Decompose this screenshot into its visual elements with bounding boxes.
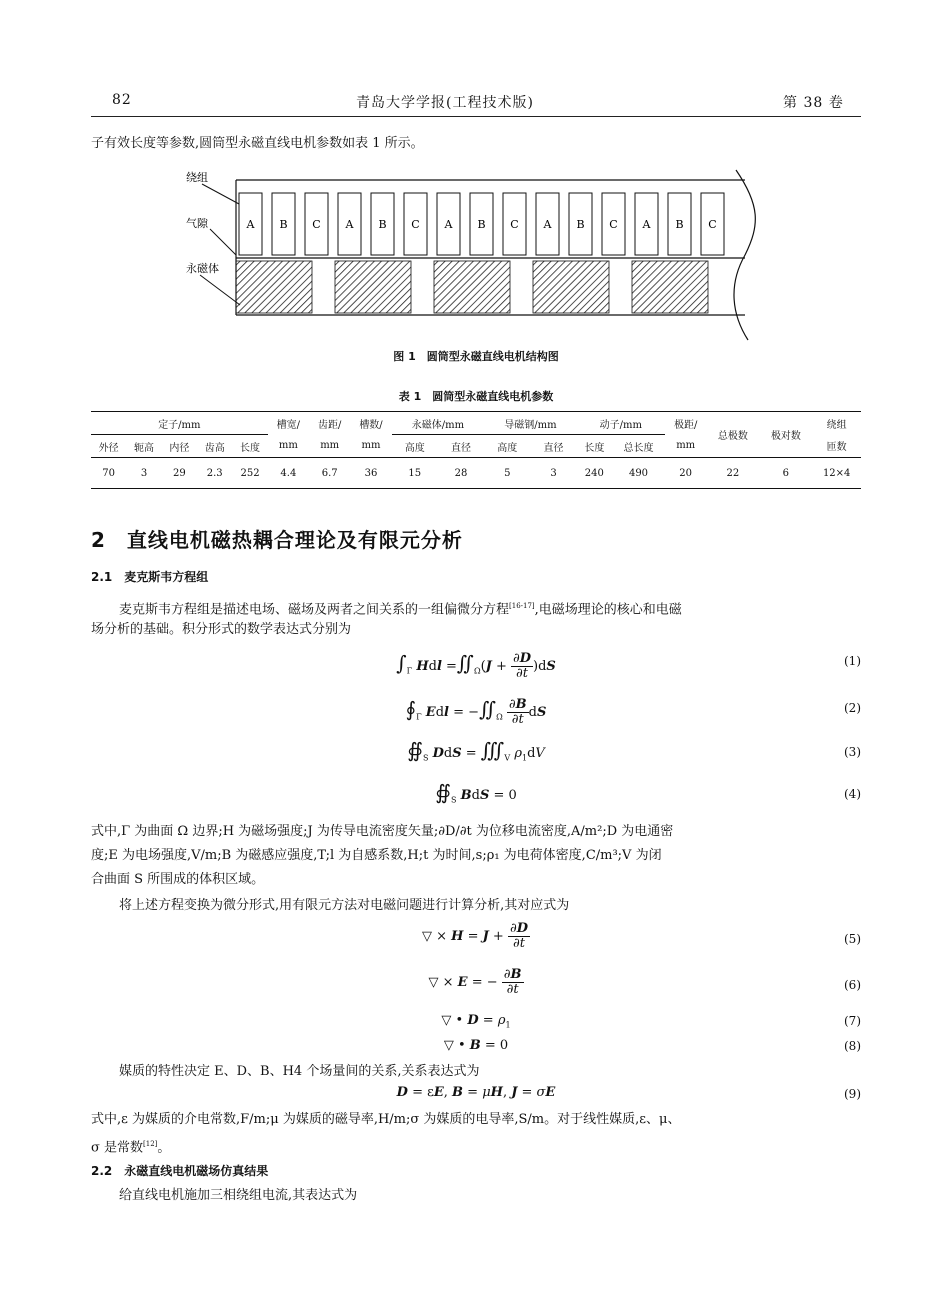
- th-total-poles: 总极数: [706, 412, 759, 458]
- slot-label: B: [576, 218, 585, 231]
- where-line-1: 式中,Γ 为曲面 Ω 边界;H 为磁场强度;J 为传导电流密度矢量;∂D/∂t 为位移电流密度,A/m²;D 为电通密: [91, 824, 674, 839]
- val-10: 5: [484, 458, 530, 489]
- slot-label: A: [642, 218, 651, 231]
- equation-3: $∯_S$ DdS = $∭_V$ $\rho_1dV$: [407, 738, 545, 763]
- equation-2: $∮_\Gamma$ Edl = $-∬_\Omega$ $\frac{\partial B}{\partial t}$ dS: [405, 697, 547, 727]
- winding-label: 绕组: [186, 171, 208, 184]
- where-line-2: 度;E 为电场强度,V/m;B 为磁感应强度,T;l 为自感系数,H;t 为时间,s;ρ₁ 为电荷体密度,C/m³;V 为闭: [91, 848, 662, 863]
- table-caption: 表 1 圆筒型永磁直线电机参数: [398, 390, 554, 403]
- th-guide-steel: 导磁钢/mm: [484, 412, 577, 435]
- sub-12: 长度: [584, 442, 605, 454]
- where-line-5: [91, 1132, 863, 1160]
- where5-end: 。: [157, 1140, 171, 1156]
- sub-6: mm: [320, 440, 340, 452]
- val-0: 70: [91, 458, 126, 489]
- sub-3: 齿高: [204, 442, 225, 454]
- val-2: 29: [162, 458, 197, 489]
- magnet-3: [434, 261, 510, 313]
- section-2-title: 2 直线电机磁热耦合理论及有限元分析: [91, 528, 463, 552]
- val-1: 3: [126, 458, 161, 489]
- th-winding-2: 匝数: [826, 442, 847, 454]
- magnet-1: [236, 261, 312, 313]
- th-slot-count: 槽数/: [350, 412, 391, 435]
- air-gap-leader: [210, 229, 236, 255]
- equation-7: ▽ • $D = \rho_1$: [441, 1013, 511, 1030]
- val-6: 6.7: [309, 458, 350, 489]
- citation-16-17: [16-17]: [509, 602, 535, 610]
- slot-label: A: [444, 218, 453, 231]
- val-12: 240: [577, 458, 612, 489]
- figure-caption: 图 1 圆筒型永磁直线电机结构图: [393, 350, 559, 363]
- val-11: 3: [530, 458, 576, 489]
- sub-8: 高度: [404, 442, 425, 454]
- sub-9: 直径: [451, 442, 472, 454]
- eqno-6: (6): [844, 978, 861, 992]
- val-7: 36: [350, 458, 391, 489]
- val-17: 12×4: [812, 458, 861, 489]
- slot-label: A: [246, 218, 255, 231]
- eqno-2: (2): [844, 701, 861, 715]
- equation-9: D = εE, B = μH, J = σE: [396, 1085, 556, 1100]
- sub-4: 长度: [240, 442, 261, 454]
- th-slot-width: 槽宽/: [268, 412, 309, 435]
- sub-13: 总长度: [623, 442, 654, 454]
- paragraph-simulation: 给直线电机施加三相绕组电流,其表达式为: [119, 1188, 358, 1203]
- slot-label: C: [510, 218, 519, 231]
- th-pole-pitch: 极距/: [665, 412, 706, 435]
- params-table: [91, 411, 861, 489]
- eqno-5: (5): [844, 932, 861, 946]
- slot-label: C: [708, 218, 717, 231]
- magnet-label: 永磁体: [186, 262, 219, 275]
- th-winding: 绕组: [812, 412, 861, 435]
- slot-label: A: [345, 218, 354, 231]
- th-mover: 动子/mm: [577, 412, 665, 435]
- p1-line2: 场分析的基础。积分形式的数学表达式分别为: [91, 622, 352, 637]
- th-tooth-pitch: 齿距/: [309, 412, 350, 435]
- val-14: 20: [665, 458, 706, 489]
- val-8: 15: [392, 458, 438, 489]
- slot-label: B: [279, 218, 288, 231]
- paragraph-differential: 将上述方程变换为微分形式,用有限元方法对电磁问题进行计算分析,其对应式为: [119, 898, 570, 913]
- eqno-3: (3): [844, 745, 861, 759]
- paragraph-medium: 媒质的特性决定 E、D、B、H4 个场量间的关系,关系表达式为: [119, 1064, 480, 1079]
- slot-label: C: [609, 218, 618, 231]
- winding-slots: [239, 193, 724, 255]
- section-2-1-title: 2.1 麦克斯韦方程组: [91, 570, 209, 584]
- equation-5: ▽ × H = J + $\frac{\partial D}{\partial t}$: [422, 921, 528, 951]
- p1-text-b: ,电磁场理论的核心和电磁: [534, 602, 682, 618]
- th-pole-pairs: 极对数: [759, 412, 812, 458]
- sub-10: 高度: [497, 442, 518, 454]
- equation-8: ▽ • B = 0: [443, 1038, 509, 1053]
- th-magnet: 永磁体/mm: [392, 412, 485, 435]
- sub-5: mm: [278, 440, 298, 452]
- sub-1: 轭高: [134, 442, 155, 454]
- val-4: 252: [232, 458, 267, 489]
- where-line-3: 合曲面 S 所围成的体积区域。: [91, 872, 265, 887]
- sub-2: 内径: [169, 442, 190, 454]
- header-rule: [91, 116, 861, 117]
- eqno-1: (1): [844, 654, 861, 668]
- slot-label: B: [675, 218, 684, 231]
- citation-12: [12]: [143, 1140, 158, 1148]
- slot-label: C: [411, 218, 420, 231]
- slot-label: A: [543, 218, 552, 231]
- sub-14: mm: [676, 440, 696, 452]
- equation-1: $\int_\Gamma$ Hdl $=∬_\Omega(J$ + $\frac{\partial D}{\partial t}$ )dS: [396, 651, 556, 681]
- val-3: 2.3: [197, 458, 232, 489]
- magnet-leader: [200, 275, 240, 305]
- magnet-2: [335, 261, 411, 313]
- motor-structure-figure: [180, 165, 760, 345]
- eqno-7: (7): [844, 1014, 861, 1028]
- slot-label: B: [378, 218, 387, 231]
- sub-11: 直径: [543, 442, 564, 454]
- th-stator: 定子/mm: [91, 412, 268, 435]
- magnet-4: [533, 261, 609, 313]
- magnet-5: [632, 261, 708, 313]
- val-16: 6: [759, 458, 812, 489]
- val-13: 490: [612, 458, 665, 489]
- equation-4: $∯_S$ BdS = 0: [435, 780, 517, 805]
- sub-0: 外径: [98, 442, 119, 454]
- eqno-9: (9): [844, 1087, 861, 1101]
- eqno-8: (8): [844, 1039, 861, 1053]
- volume-label: 第 38 卷: [783, 95, 844, 111]
- where-line-4: 式中,ε 为媒质的介电常数,F/m;μ 为媒质的磁导率,H/m;σ 为媒质的电导率,S/m。对于线性媒质,ε、μ、: [91, 1112, 681, 1127]
- equation-6: ▽ × E = − $\frac{\partial B}{\partial t}$: [428, 967, 522, 997]
- page-number: 82: [112, 92, 132, 108]
- journal-title: 青岛大学学报(工程技术版): [356, 95, 534, 111]
- p1-text: 麦克斯韦方程组是描述电场、磁场及两者之间关系的一组偏微分方程: [119, 602, 510, 618]
- intro-line: 子有效长度等参数,圆筒型永磁直线电机参数如表 1 所示。: [91, 136, 424, 151]
- slot-label: C: [312, 218, 321, 231]
- val-15: 22: [706, 458, 759, 489]
- val-9: 28: [438, 458, 484, 489]
- eqno-4: (4): [844, 787, 861, 801]
- val-5: 4.4: [268, 458, 309, 489]
- air-gap-label: 气隙: [186, 217, 208, 230]
- slot-label: B: [477, 218, 486, 231]
- sub-7: mm: [361, 440, 381, 452]
- section-2-2-title: 2.2 永磁直线电机磁场仿真结果: [91, 1164, 269, 1178]
- where5-text: σ 是常数: [91, 1140, 144, 1156]
